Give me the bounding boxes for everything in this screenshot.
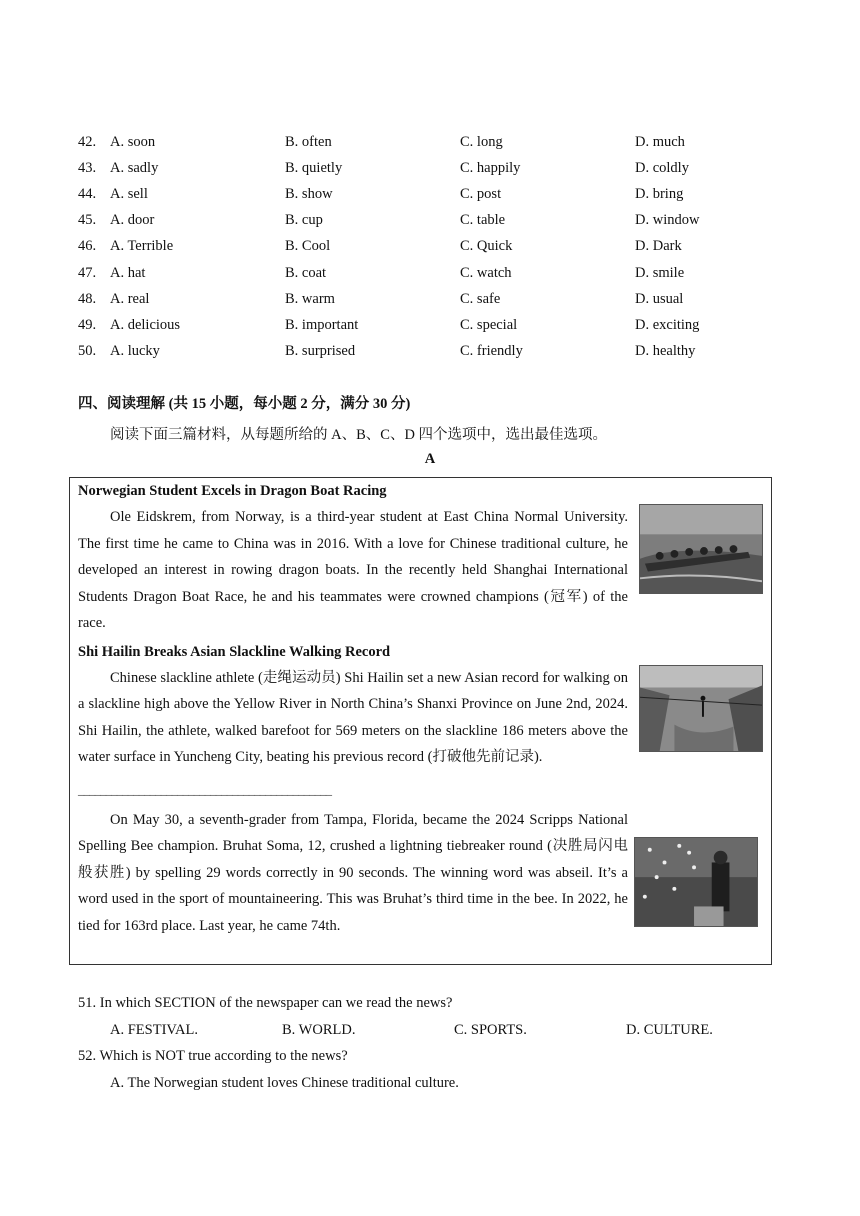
section-instruction: 阅读下面三篇材料，从每题所给的 A、B、C、D 四个选项中，选出最佳选项。 <box>110 427 608 443</box>
option-c: C. watch <box>460 264 512 281</box>
questions <box>78 990 798 1096</box>
option-b: B. cup <box>285 212 323 229</box>
article-title: Shi Hailin Breaks Asian Slackline Walking Record <box>78 643 391 660</box>
option-c: C. long <box>460 133 503 150</box>
option-c: C. Quick <box>460 238 513 255</box>
option-c: C. table <box>460 212 506 229</box>
option-row <box>78 234 798 260</box>
question-number: 44. <box>78 185 97 202</box>
question-stem: 52. Which is NOT true according to the news? <box>78 1048 348 1064</box>
option-c: C. SPORTS. <box>454 1021 527 1038</box>
question-stem: 51. In which SECTION of the newspaper can we read the news? <box>78 995 453 1011</box>
question-options <box>78 1017 798 1044</box>
option-row <box>78 260 798 286</box>
article-body: On May 30, a seventh-grader from Tampa, Florida, became the 2024 Scripps National Spelling Bee champion. Bruhat Soma, 12, crushed a lightning tiebreaker round (决胜局闪电般获胜) by spelling 29 words correctly in 90 seconds. The winning word was abseil. It’s a word used in the sport of mountaineering. This was Bruhat’s third time in the bee. In 2022, he tied for 163rd place. Last year, he came 74th. <box>78 811 628 934</box>
question-number: 46. <box>78 238 97 255</box>
blank-title-line: ______________________________________________ <box>78 781 331 797</box>
article-body: Chinese slackline athlete (走绳运动员) Shi Hailin set a new Asian record for walking on a slackline high above the Yellow River in North China’s Shanxi Province on June 2nd, 2024. Shi Hailin, the athlete, walked barefoot for 569 meters on the slackline 186 meters above the water surface in Yuncheng City, beating his previous record (打破他先前记录). <box>78 669 628 765</box>
option-b: B. coat <box>285 264 327 281</box>
option-row <box>78 155 798 181</box>
option-a: A. delicious <box>110 316 181 333</box>
option-b: B. show <box>285 185 333 202</box>
option-b: B. WORLD. <box>282 1021 356 1038</box>
option-c: C. post <box>460 185 502 202</box>
option-row <box>78 312 798 338</box>
article-body: Ole Eidskrem, from Norway, is a third-year student at East China Normal University. The first time he came to China was in 2016. With a love for Chinese traditional culture, he developed an interest in rowing dragon boats. In the recently held Shanghai International Students Dragon Boat Race, he and his teammates were crowned champions (冠军) of the race. <box>78 509 628 631</box>
question-number: 48. <box>78 290 97 307</box>
option-row <box>78 286 798 312</box>
question-number: 45. <box>78 212 97 229</box>
option-a: A. The Norwegian student loves Chinese traditional culture. <box>110 1074 459 1091</box>
option-a: A. real <box>110 290 150 307</box>
option-b: B. warm <box>285 290 335 307</box>
option-row <box>78 129 798 155</box>
option-a: A. sell <box>110 185 148 202</box>
option-a: A. lucky <box>110 343 160 360</box>
option-b: B. often <box>285 133 332 150</box>
option-row <box>78 181 798 207</box>
option-d: D. exciting <box>635 316 700 333</box>
option-d: D. coldly <box>635 159 689 176</box>
option-a: A. hat <box>110 264 146 281</box>
cloze-options <box>78 129 798 365</box>
option-d: D. window <box>635 212 700 229</box>
option-row <box>78 339 798 365</box>
option-d: D. healthy <box>635 343 696 360</box>
option-d: D. bring <box>635 185 684 202</box>
option-c: C. friendly <box>460 343 523 360</box>
option-d: D. much <box>635 133 685 150</box>
option-a: A. Terrible <box>110 238 174 255</box>
option-c: C. special <box>460 316 518 333</box>
question-number: 49. <box>78 316 97 333</box>
option-b: B. surprised <box>285 343 356 360</box>
news-box <box>69 477 772 965</box>
option-b: B. important <box>285 316 359 333</box>
spelling-bee-photo <box>634 837 758 927</box>
question-number: 43. <box>78 159 97 176</box>
question-number: 47. <box>78 264 97 281</box>
question-number: 42. <box>78 133 97 150</box>
option-c: C. safe <box>460 290 501 307</box>
section-title: 四、阅读理解 (共 15 小题，每小题 2 分，满分 30 分) <box>78 396 411 412</box>
slackline-photo <box>639 665 763 752</box>
passage-letter: A <box>424 451 436 467</box>
option-a: A. FESTIVAL. <box>110 1021 198 1038</box>
option-b: B. quietly <box>285 159 343 176</box>
article-title: Norwegian Student Excels in Dragon Boat Racing <box>78 483 387 499</box>
option-row <box>78 208 798 234</box>
option-b: B. Cool <box>285 238 331 255</box>
option-a: A. door <box>110 212 155 229</box>
option-a: A. sadly <box>110 159 159 176</box>
question-number: 50. <box>78 343 97 360</box>
dragon-boat-photo <box>639 504 763 594</box>
option-a: A. soon <box>110 133 156 150</box>
option-d: D. usual <box>635 290 684 307</box>
option-c: C. happily <box>460 159 521 176</box>
option-d: D. CULTURE. <box>626 1021 713 1038</box>
option-d: D. Dark <box>635 238 682 255</box>
news-text <box>78 478 628 939</box>
option-d: D. smile <box>635 264 685 281</box>
